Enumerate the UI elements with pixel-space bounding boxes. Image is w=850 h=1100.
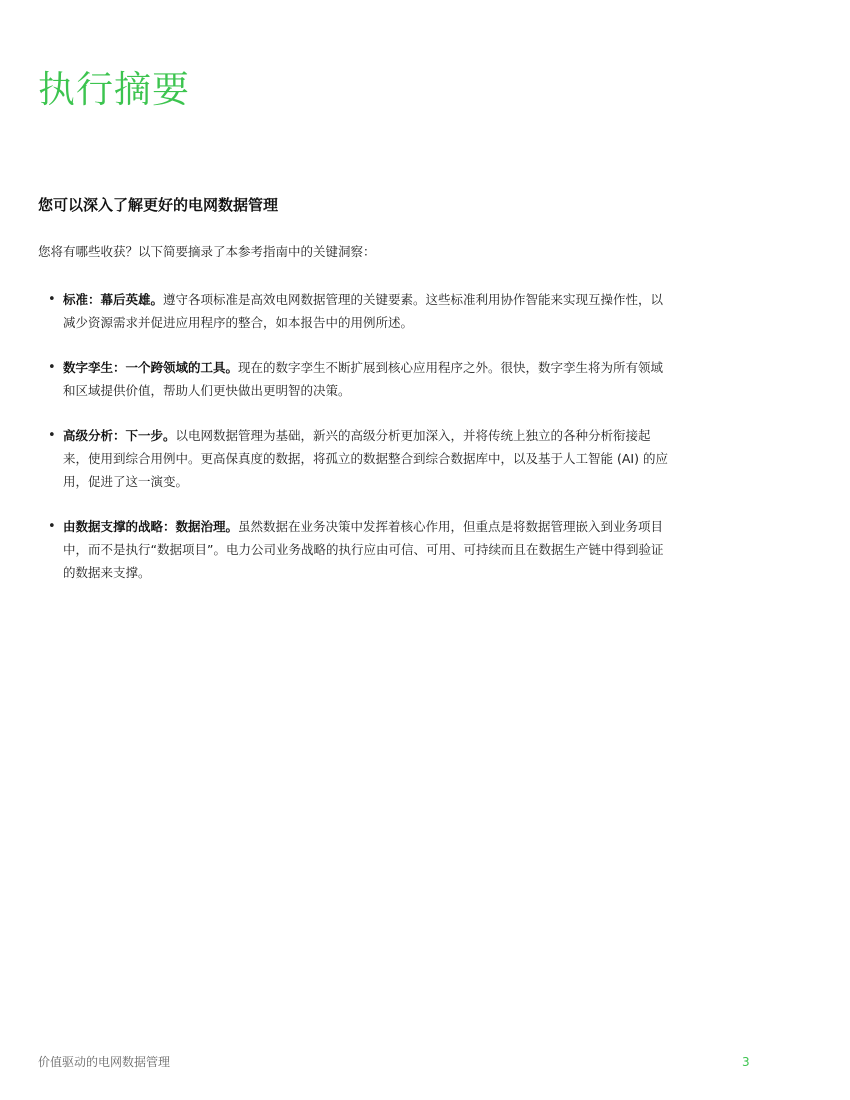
bullet-point-icon: • — [48, 292, 56, 307]
bullet-lead: 由数据支撑的战略：数据治理。 — [63, 519, 239, 534]
list-item — [48, 424, 673, 493]
bullet-text: 以电网数据管理为基础，新兴的高级分析更加深入，并将传统上独立的各种分析衔接起来，使用到综合用例中。更高保真度的数据，将孤立的数据整合到综合数据库中，以及基于人工智能 (AI) 的应用，促进了这一演变。 — [63, 428, 668, 489]
bullet-lead: 高级分析：下一步。 — [63, 428, 176, 443]
page-number: 3 — [742, 1055, 750, 1069]
bullet-lead: 标准：幕后英雄。 — [63, 292, 164, 307]
bullet-point-icon: • — [48, 519, 56, 534]
section-heading: 您可以深入了解更好的电网数据管理 — [38, 196, 279, 214]
bullet-text: 现在的数字孪生不断扩展到核心应用程序之外。很快，数字孪生将为所有领域和区域提供价值，帮助人们更快做出更明智的决策。 — [63, 360, 664, 398]
bullet-text: 遵守各项标准是高效电网数据管理的关键要素。这些标准利用协作智能来实现互操作性，以减少资源需求并促进应用程序的整合，如本报告中的用例所述。 — [63, 292, 664, 330]
bullet-point-icon: • — [48, 428, 56, 443]
bullet-point-icon: • — [48, 360, 56, 375]
list-item — [48, 288, 673, 334]
bullet-lead: 数字孪生：一个跨领域的工具。 — [63, 360, 239, 375]
footer-document-title: 价值驱动的电网数据管理 — [38, 1055, 171, 1069]
list-item — [48, 356, 673, 402]
key-insights-list — [48, 288, 673, 606]
bullet-text: 虽然数据在业务决策中发挥着核心作用，但重点是将数据管理嵌入到业务项目中，而不是执行“数据项目”。电力公司业务战略的执行应由可信、可用、可持续而且在数据生产链中得到验证的数据来支撑。 — [63, 519, 664, 580]
intro-text: 您将有哪些收获？以下简要摘录了本参考指南中的关键洞察： — [38, 244, 376, 259]
list-item — [48, 515, 673, 584]
page-title: 执行摘要 — [38, 68, 190, 111]
